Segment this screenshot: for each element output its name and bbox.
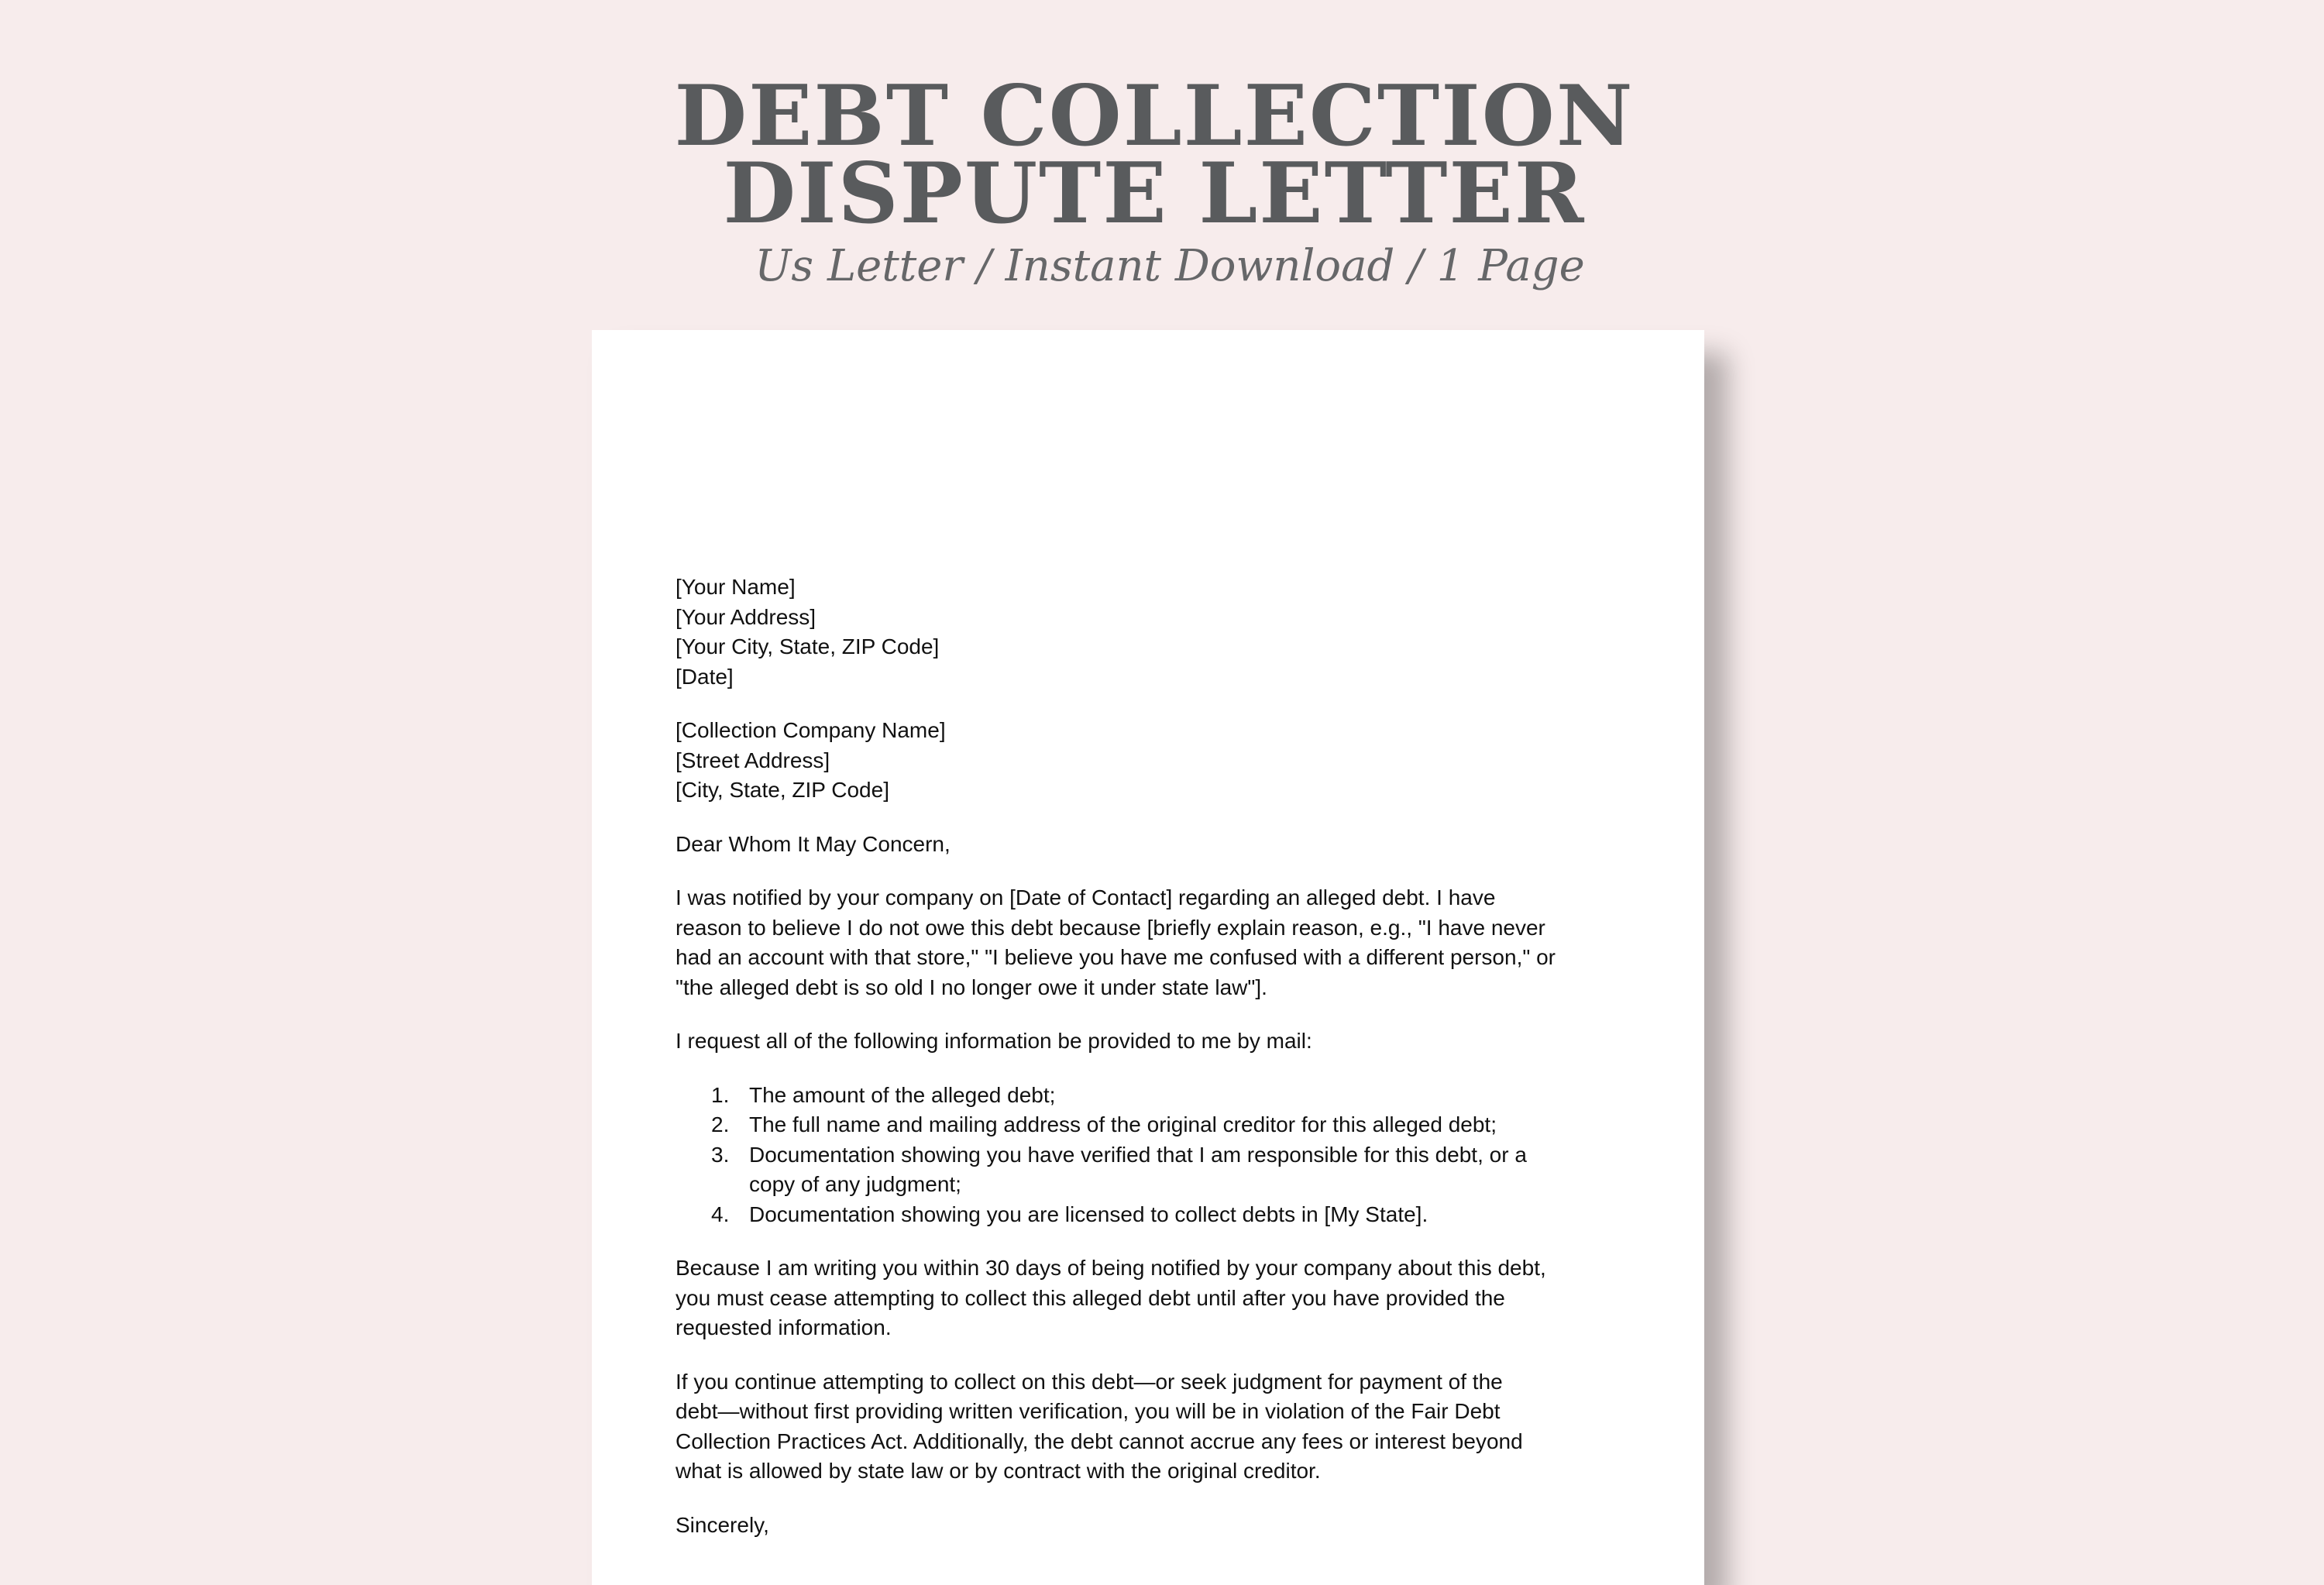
subtitle: Us Letter / Instant Download / 1 Page xyxy=(755,241,1585,291)
list-item-text: The amount of the alleged debt; xyxy=(749,1082,1056,1107)
title-line-1: DEBT COLLECTION xyxy=(674,67,1635,165)
paragraph-line: had an account with that store," "I believe you have me confused with a different person," or xyxy=(676,945,1556,969)
list-item xyxy=(676,1110,1621,1140)
letter-body xyxy=(676,572,1621,1564)
recipient-street: [Street Address] xyxy=(676,748,830,772)
paragraph-line: reason to believe I do not owe this debt because [briefly explain reason, e.g., "I have never xyxy=(676,915,1545,940)
sender-name: [Your Name] xyxy=(676,575,796,599)
title-line-2: DISPUTE LETTER xyxy=(723,145,1586,242)
paragraph-notification xyxy=(676,883,1621,1002)
list-number: 4. xyxy=(711,1202,730,1226)
list-item-text: The full name and mailing address of the original creditor for this alleged debt; xyxy=(749,1112,1497,1136)
paragraph-line: debt—without first providing written verification, you will be in violation of the Fair Debt xyxy=(676,1399,1501,1423)
request-intro xyxy=(676,1026,1621,1057)
list-item xyxy=(676,1081,1621,1111)
sender-address: [Your Address] xyxy=(676,604,816,629)
salutation-text: Dear Whom It May Concern, xyxy=(676,831,951,856)
list-item xyxy=(676,1140,1621,1200)
paragraph-line: you must cease attempting to collect this alleged debt until after you have provided the xyxy=(676,1285,1505,1310)
recipient-block xyxy=(676,716,1621,806)
list-item xyxy=(676,1200,1621,1230)
paragraph-line: If you continue attempting to collect on this debt—or seek judgment for payment of the xyxy=(676,1369,1503,1394)
paragraph-line: Because I am writing you within 30 days of being notified by your company about this debt, xyxy=(676,1256,1546,1280)
request-list xyxy=(676,1081,1621,1230)
sender-city: [Your City, State, ZIP Code] xyxy=(676,634,940,658)
sender-date: [Date] xyxy=(676,664,734,689)
sender-block xyxy=(676,572,1621,692)
salutation xyxy=(676,830,1621,860)
list-item-text: Documentation showing you have verified that I am responsible for this debt, or a xyxy=(749,1142,1527,1167)
list-number: 1. xyxy=(711,1082,730,1107)
letter-page xyxy=(592,330,1704,1585)
closing xyxy=(676,1511,1621,1541)
list-number: 3. xyxy=(711,1142,730,1167)
recipient-company: [Collection Company Name] xyxy=(676,718,946,742)
paragraph-line: "the alleged debt is so old I no longer owe it under state law"]. xyxy=(676,975,1267,999)
closing-text: Sincerely, xyxy=(676,1512,769,1537)
paragraph-violation xyxy=(676,1367,1621,1487)
paragraph-cease xyxy=(676,1253,1621,1343)
list-item-text: Documentation showing you are licensed to collect debts in [My State]. xyxy=(749,1202,1428,1226)
list-item-text: copy of any judgment; xyxy=(749,1172,961,1196)
request-intro-text: I request all of the following information be provided to me by mail: xyxy=(676,1029,1312,1053)
list-number: 2. xyxy=(711,1112,730,1136)
paragraph-line: I was notified by your company on [Date of Contact] regarding an alleged debt. I have xyxy=(676,885,1496,909)
paragraph-line: what is allowed by state law or by contract with the original creditor. xyxy=(676,1459,1321,1483)
paragraph-line: requested information. xyxy=(676,1315,892,1339)
recipient-city: [City, State, ZIP Code] xyxy=(676,778,889,802)
paragraph-line: Collection Practices Act. Additionally, the debt cannot accrue any fees or interest beyond xyxy=(676,1429,1523,1453)
